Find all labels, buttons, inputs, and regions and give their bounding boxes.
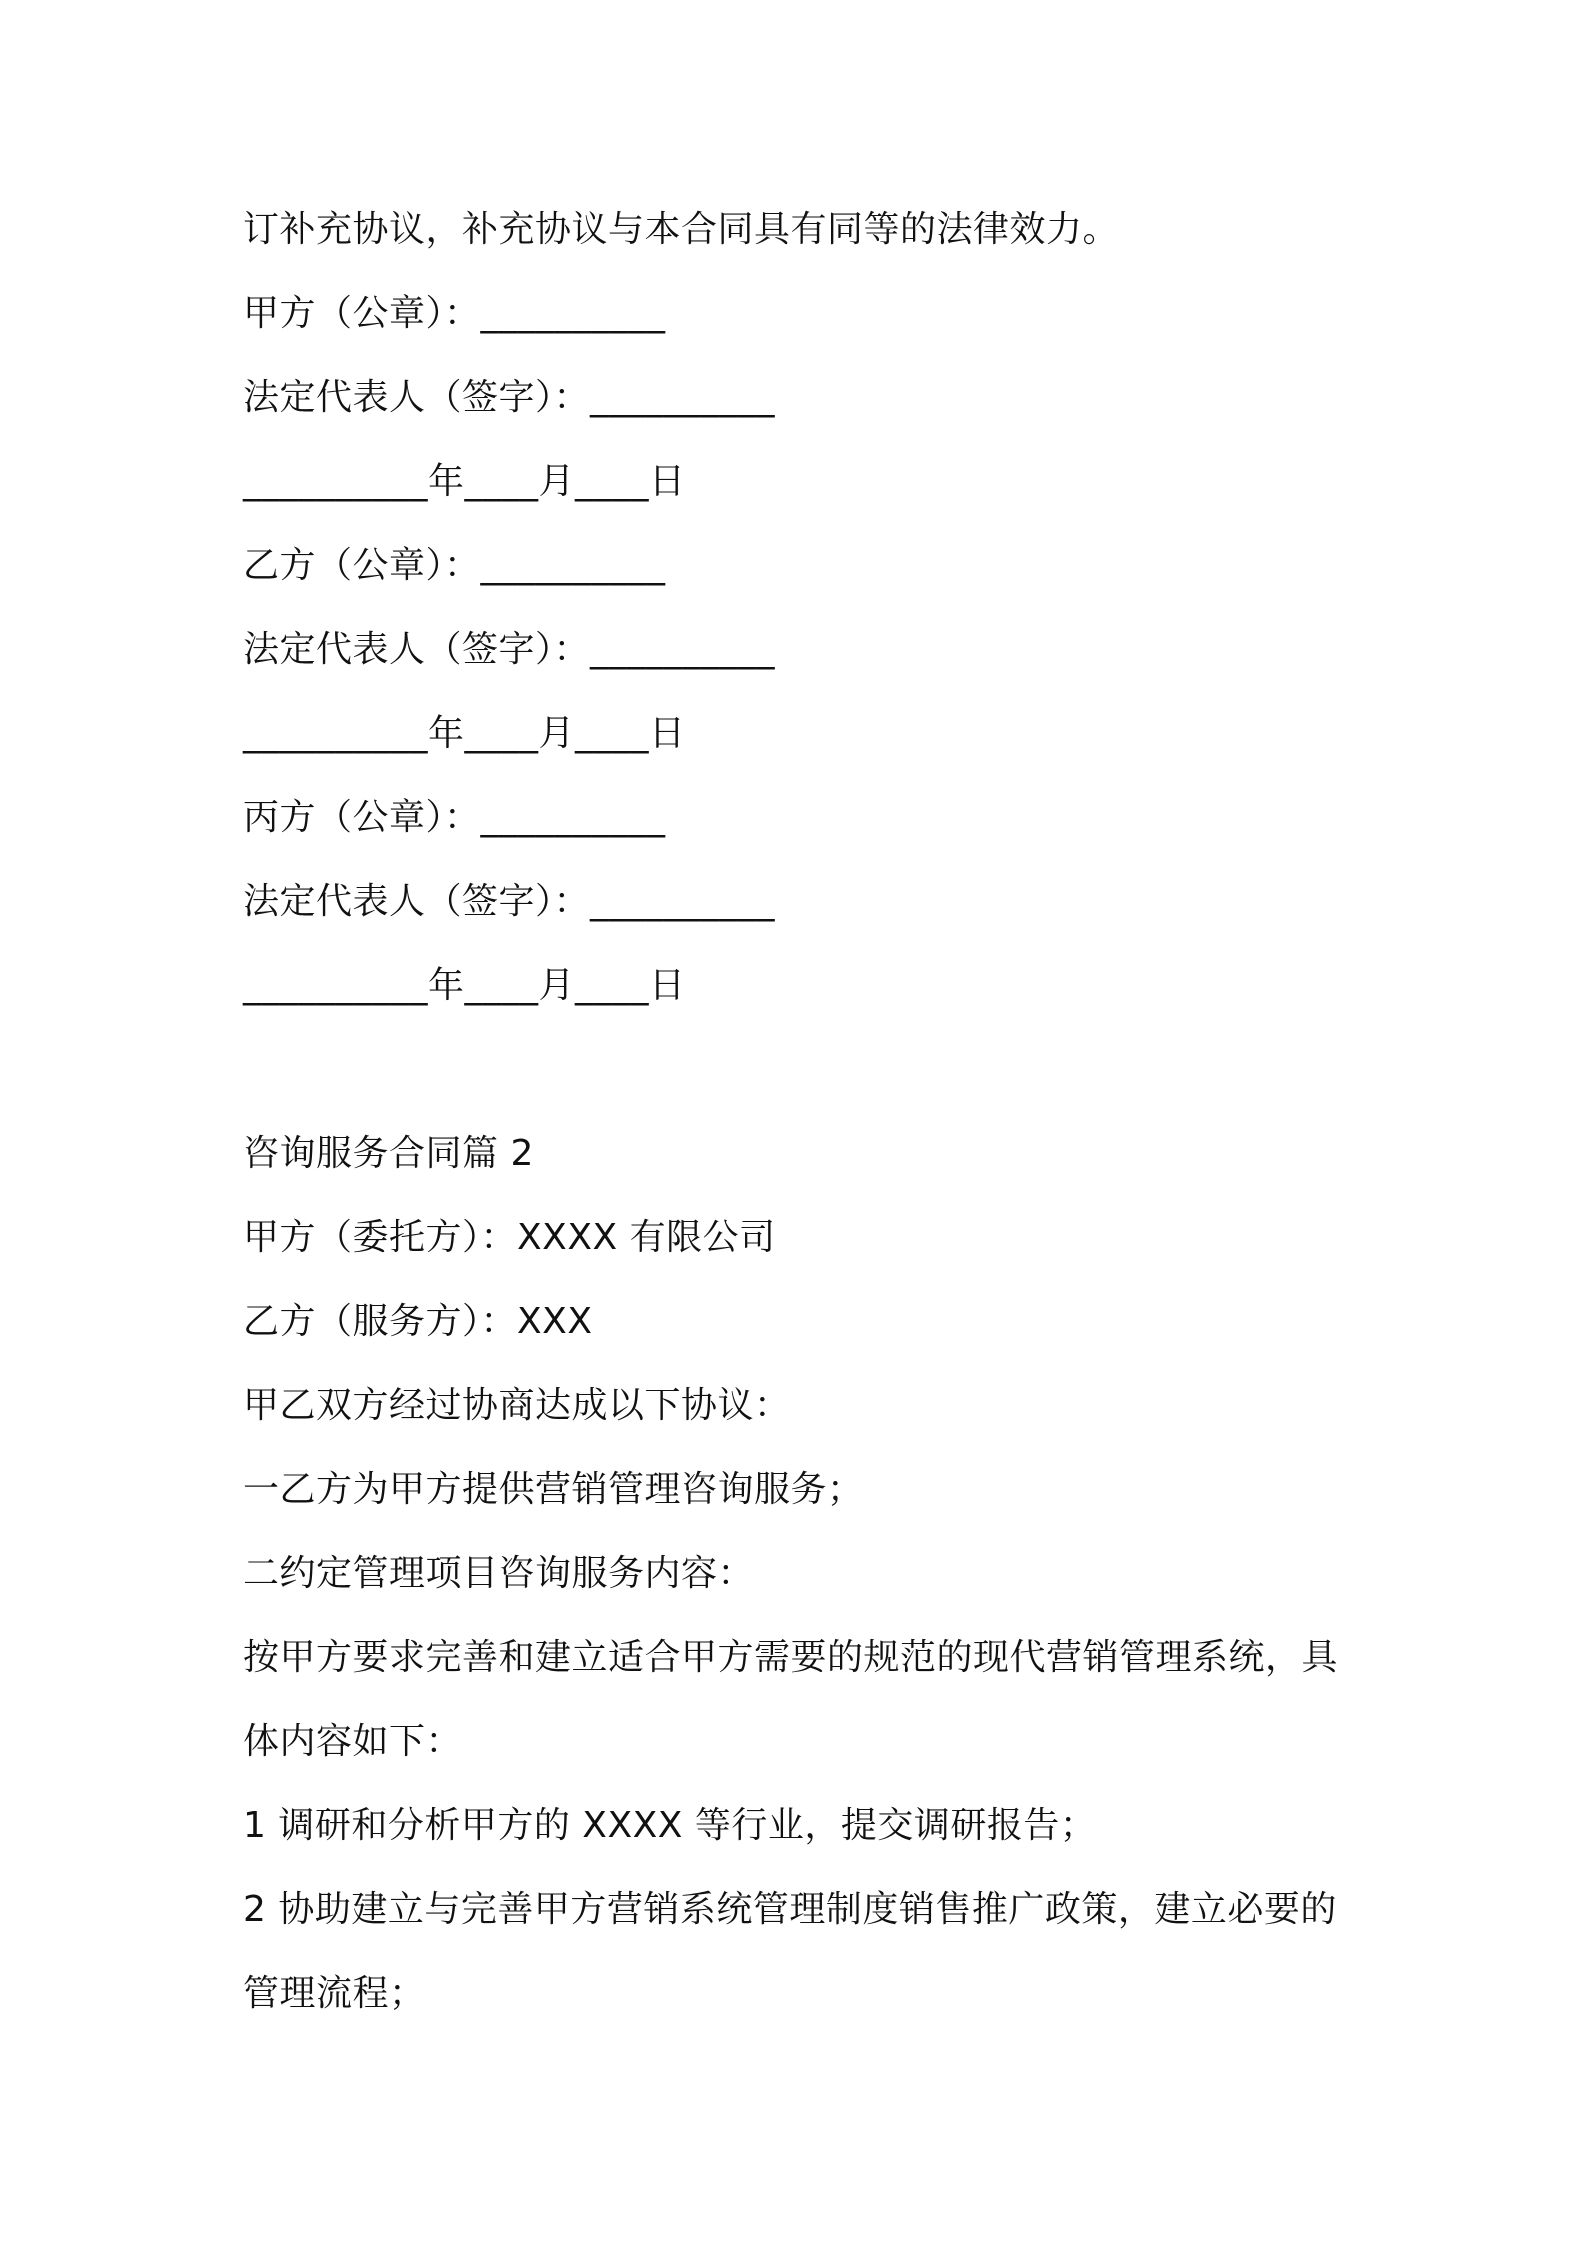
service-item-2-line-1: 2 协助建立与完善甲方营销系统管理制度销售推广政策，建立必要的 (243, 1889, 1337, 1930)
contract-continuation-text: 订补充协议，补充协议与本合同具有同等的法律效力。 (243, 209, 1120, 250)
party-a-date-line: __________年____月____日 (243, 461, 686, 502)
party-b-date-line: __________年____月____日 (243, 713, 686, 754)
party-a-seal-line: 甲方（公章）：__________ (243, 293, 666, 334)
party-b-representative-line: 法定代表人（签字）：__________ (243, 629, 776, 670)
clause-two: 二约定管理项目咨询服务内容： (243, 1553, 755, 1594)
clause-one: 一乙方为甲方提供营销管理咨询服务； (243, 1469, 864, 1510)
party-a-representative-line: 法定代表人（签字）：__________ (243, 377, 776, 418)
party-c-representative-line: 法定代表人（签字）：__________ (243, 881, 776, 922)
content-paragraph-line-1: 按甲方要求完善和建立适合甲方需要的规范的现代营销管理系统，具 (243, 1637, 1339, 1678)
service-item-1: 1 调研和分析甲方的 XXXX 等行业，提交调研报告； (243, 1805, 1097, 1846)
content-paragraph-line-2: 体内容如下： (243, 1721, 463, 1762)
party-b-seal-line: 乙方（公章）：__________ (243, 545, 666, 586)
client-party-line: 甲方（委托方）：XXXX 有限公司 (243, 1217, 776, 1258)
service-item-2-line-2: 管理流程； (243, 1973, 426, 2014)
agreement-intro: 甲乙双方经过协商达成以下协议： (243, 1385, 791, 1426)
section-title: 咨询服务合同篇 2 (243, 1133, 534, 1174)
service-party-line: 乙方（服务方）：XXX (243, 1301, 593, 1342)
party-c-seal-line: 丙方（公章）：__________ (243, 797, 666, 838)
party-c-date-line: __________年____月____日 (243, 965, 686, 1006)
